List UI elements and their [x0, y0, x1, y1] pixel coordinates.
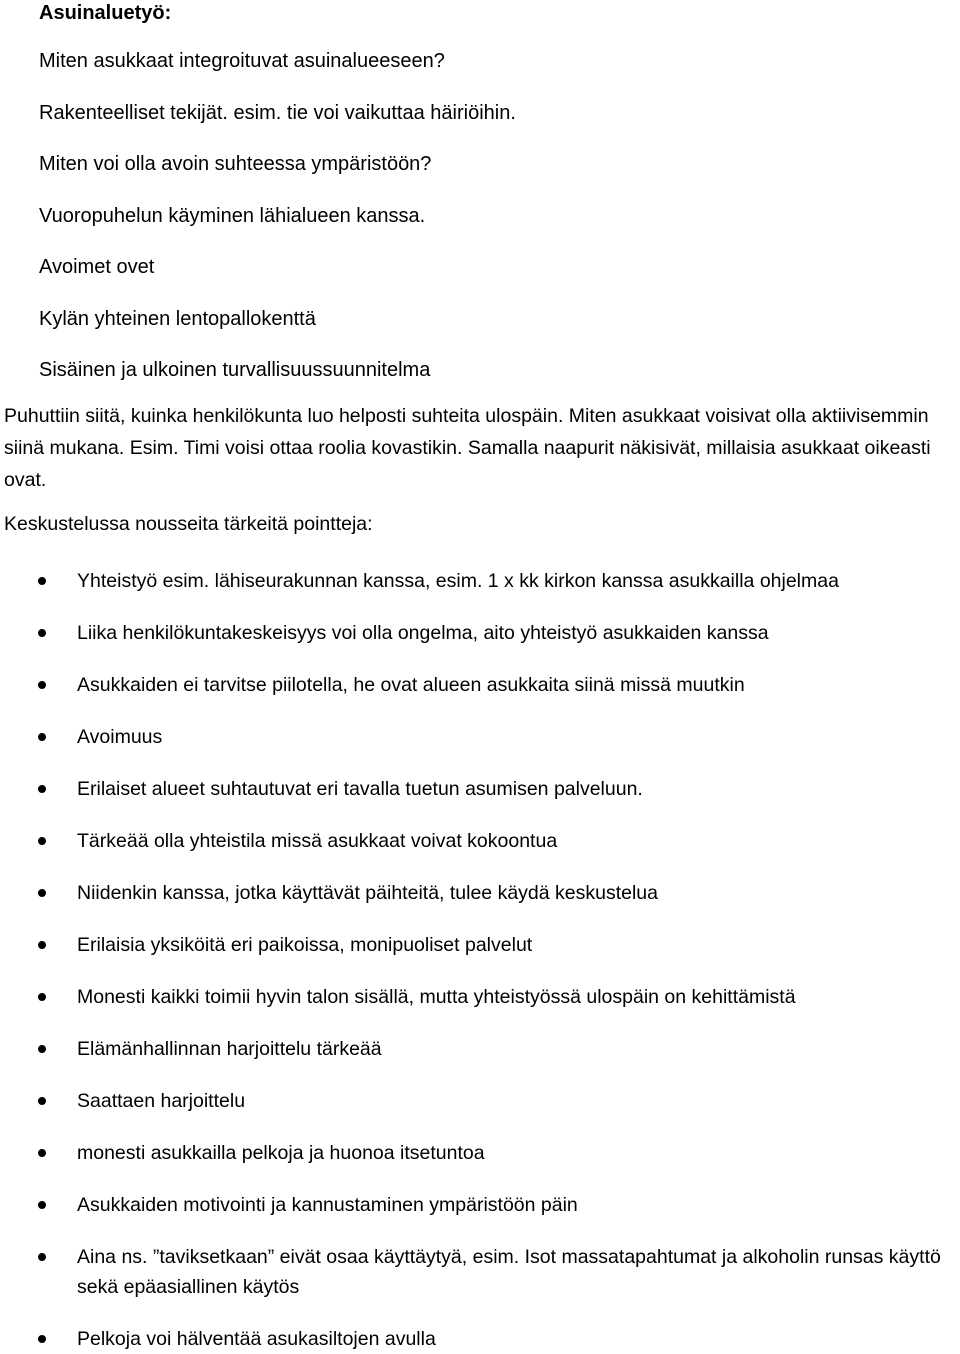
note-lines — [39, 48, 516, 409]
list-item — [0, 774, 960, 826]
list-item-text: Niidenkin kanssa, jotka käyttävät päihteitä, tulee käydä keskustelua — [77, 882, 659, 904]
list-item — [0, 826, 960, 878]
list-item-text: Erilaiset alueet suhtautuvat eri tavalla tuetun asumisen palveluun. — [77, 778, 643, 800]
list-item — [0, 670, 960, 722]
discussion-paragraph: Puhuttiin siitä, kuinka henkilökunta luo helposti suhteita ulospäin. Miten asukkaat voisivat olla aktiivisemmin siinä mukana. Esim. Timi voisi ottaa roolia kovastikin. Samalla naapurit näkisivät, millaisia asukkaat oikeasti ovat. — [4, 405, 931, 491]
list-item — [0, 1324, 960, 1354]
list-item — [0, 618, 960, 670]
bullet-icon — [38, 1335, 46, 1343]
bullet-icon — [38, 1201, 46, 1209]
bullet-icon — [38, 1149, 46, 1157]
list-item-text: Pelkoja voi hälventää asukasiltojen avulla — [77, 1328, 436, 1350]
bullet-icon — [38, 681, 46, 689]
note-line: Miten asukkaat integroituvat asuinalueeseen? — [39, 50, 445, 72]
list-item — [0, 982, 960, 1034]
bullet-icon — [38, 733, 46, 741]
note-line: Kylän yhteinen lentopallokenttä — [39, 307, 316, 330]
list-item — [0, 1138, 960, 1190]
note-line: Avoimet ovet — [39, 256, 155, 278]
list-item — [0, 1034, 960, 1086]
bullet-icon — [38, 1045, 46, 1053]
bullet-icon — [38, 837, 46, 845]
list-item — [0, 1242, 947, 1324]
list-item — [0, 722, 960, 774]
section-heading: Asuinaluetyö: — [39, 2, 172, 24]
note-line: Miten voi olla avoin suhteessa ympäristöön? — [39, 153, 432, 175]
list-item — [0, 1086, 960, 1138]
list-item-text: Liika henkilökuntakeskeisyys voi olla ongelma, aito yhteistyö asukkaiden kanssa — [77, 622, 769, 644]
list-item-text: Tärkeää olla yhteistila missä asukkaat voivat kokoontua — [77, 830, 558, 852]
note-line: Vuoropuhelun käyminen lähialueen kanssa. — [39, 204, 426, 227]
list-item — [0, 930, 960, 982]
points-subheading: Keskustelussa nousseita tärkeitä pointteja: — [4, 513, 373, 535]
list-item-text: Monesti kaikki toimii hyvin talon sisällä, mutta yhteistyössä ulospäin on kehittämistä — [77, 986, 796, 1008]
list-item-text: Saattaen harjoittelu — [77, 1090, 246, 1112]
list-item-text: Aina ns. ”taviksetkaan” eivät osaa käyttäytyä, esim. Isot massatapahtumat ja alkoholin runsas käyttö sekä epäasiallinen käytös — [77, 1246, 941, 1298]
bullet-icon — [38, 1097, 46, 1105]
bullet-icon — [38, 941, 46, 949]
list-item-text: Yhteistyö esim. lähiseurakunnan kanssa, esim. 1 x kk kirkon kanssa asukkailla ohjelmaa — [77, 570, 839, 592]
bullet-icon — [38, 1253, 46, 1261]
bullet-icon — [38, 629, 46, 637]
list-item — [0, 878, 960, 930]
list-item — [0, 566, 960, 618]
list-item-text: Elämänhallinnan harjoittelu tärkeää — [77, 1038, 382, 1060]
list-item-text: Erilaisia yksiköitä eri paikoissa, monipuoliset palvelut — [77, 934, 533, 956]
note-line: Rakenteelliset tekijät. esim. tie voi vaikuttaa häiriöihin. — [39, 101, 516, 124]
bullet-icon — [38, 785, 46, 793]
list-item-text: Asukkaiden ei tarvitse piilotella, he ovat alueen asukkaita siinä missä muutkin — [77, 674, 745, 696]
bullet-icon — [38, 889, 46, 897]
list-item-text: Avoimuus — [77, 726, 163, 748]
list-item — [0, 1190, 960, 1242]
points-list — [0, 566, 960, 1354]
bullet-icon — [38, 993, 46, 1001]
list-item-text: Asukkaiden motivointi ja kannustaminen ympäristöön päin — [77, 1194, 578, 1216]
list-item-text: monesti asukkailla pelkoja ja huonoa itsetuntoa — [77, 1142, 485, 1164]
bullet-icon — [38, 577, 46, 585]
note-line: Sisäinen ja ulkoinen turvallisuussuunnitelma — [39, 359, 431, 381]
